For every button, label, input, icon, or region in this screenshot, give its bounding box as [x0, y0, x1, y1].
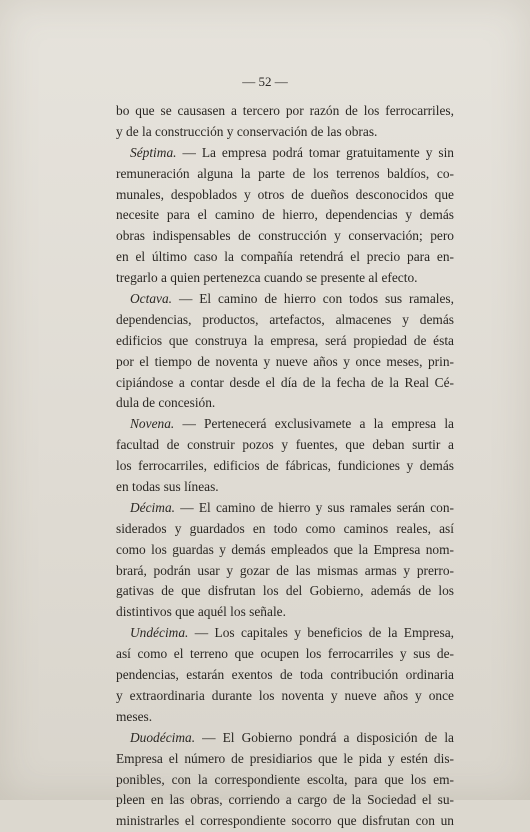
- text-line: [116, 247, 454, 268]
- text-line: [116, 289, 454, 310]
- text-line: [116, 373, 454, 394]
- line-text: ponibles, con la correspondiente escolta, para que los em-: [116, 771, 454, 787]
- text-line: [116, 602, 454, 623]
- text-line: [116, 561, 454, 582]
- text-line: [116, 268, 454, 289]
- line-text: en todas sus líneas.: [116, 479, 219, 495]
- line-text: cipiándose a contar desde el día de la fecha de la Real Cé-: [116, 374, 454, 390]
- line-text: pendencias, estarán exentos de toda contribución ordinaria: [116, 667, 454, 683]
- article-label: Octava.: [130, 291, 173, 307]
- text-line: [116, 456, 454, 477]
- line-text: en el último caso la compañía retendrá el precio para en-: [116, 249, 454, 265]
- page-number: — 52 —: [242, 74, 288, 89]
- text-line: [116, 790, 454, 811]
- line-text: obras indispensables de construcción y conservación; pero: [116, 228, 454, 244]
- article-label: Séptima.: [130, 144, 177, 160]
- text-line: [116, 749, 454, 770]
- text-line: [116, 581, 454, 602]
- line-text: y de la construcción y conservación de las obras.: [116, 123, 378, 139]
- text-line: [116, 707, 454, 728]
- text-line: [116, 185, 454, 206]
- line-text: meses.: [116, 708, 153, 724]
- text-line: [116, 644, 454, 665]
- line-text: facultad de construir pozos y fuentes, que deban surtir a: [116, 437, 454, 453]
- text-line: [116, 435, 454, 456]
- text-line: [116, 205, 454, 226]
- line-text: — El camino de hierro y sus ramales serán con-: [175, 499, 454, 515]
- article-label: Décima.: [130, 499, 175, 515]
- line-text: distintivos que aquél los señale.: [116, 604, 286, 620]
- line-text: los ferrocarriles, edificios de fábricas, fundiciones y demás: [116, 458, 454, 474]
- line-text: — La empresa podrá tomar gratuitamente y sin: [176, 144, 454, 160]
- text-line: [116, 143, 454, 164]
- text-line: [116, 686, 454, 707]
- line-text: por el tiempo de noventa y nueve años y once meses, prin-: [116, 353, 454, 369]
- line-text: — Los capitales y beneficios de la Empresa,: [188, 625, 454, 641]
- text-line: [116, 811, 454, 832]
- line-text: dependencias, productos, artefactos, almacenes y demás: [116, 311, 454, 327]
- line-text: Empresa el número de presidiarios que le pida y estén dis-: [116, 750, 454, 766]
- text-line: [116, 352, 454, 373]
- text-line: [116, 770, 454, 791]
- line-text: remuneración alguna la parte de los terrenos baldíos, co-: [116, 165, 454, 181]
- text-line: [116, 498, 454, 519]
- line-text: brará, podrán usar y gozar de las mismas armas y prerro-: [116, 562, 454, 578]
- line-text: siderados y guardados en todo como caminos reales, así: [116, 520, 454, 536]
- text-line: [116, 623, 454, 644]
- line-text: gativas de que disfrutan los del Gobierno, además de los: [116, 583, 454, 599]
- text-line: [116, 540, 454, 561]
- line-text: — El camino de hierro con todos sus ramales,: [172, 291, 454, 307]
- line-text: dula de concesión.: [116, 395, 216, 411]
- text-line: [116, 101, 454, 122]
- line-text: — Pertenecerá exclusivamete a la empresa la: [174, 416, 454, 432]
- line-text: tregarlo a quien pertenezca cuando se presente al efecto.: [116, 270, 418, 286]
- text-line: [116, 310, 454, 331]
- line-text: ministrarles el correspondiente socorro que disfrutan con un: [116, 813, 454, 829]
- line-text: como los guardas y demás empleados que la Empresa nom-: [116, 541, 454, 557]
- text-line: [116, 665, 454, 686]
- text-line: [116, 122, 454, 143]
- text-line: [116, 728, 454, 749]
- article-label: Duodécima.: [130, 729, 196, 745]
- text-line: [116, 226, 454, 247]
- text-line: [116, 519, 454, 540]
- line-text: así como el terreno que ocupen los ferrocarriles y sus de-: [116, 646, 454, 662]
- article-label: Novena.: [130, 416, 175, 432]
- article-label: Undécima.: [130, 625, 189, 641]
- line-text: necesite para el camino de hierro, dependencias y demás: [116, 207, 454, 223]
- text-line: [116, 477, 454, 498]
- text-line: [116, 164, 454, 185]
- line-text: y extraordinaria durante los noventa y nueve años y once: [116, 687, 454, 703]
- text-line: [116, 393, 454, 414]
- text-line: [116, 414, 454, 435]
- text-line: [116, 331, 454, 352]
- body-text: [116, 101, 454, 832]
- line-text: — El Gobierno pondrá a disposición de la: [195, 729, 454, 745]
- line-text: munales, despoblados y otros de dueños desconocidos que: [116, 186, 454, 202]
- line-text: bo que se causasen a tercero por razón de los ferrocarriles,: [116, 103, 454, 118]
- line-text: edificios que construya la empresa, será propiedad de ésta: [116, 332, 454, 348]
- line-text: pleen en las obras, corriendo a cargo de la Sociedad el su-: [116, 792, 454, 808]
